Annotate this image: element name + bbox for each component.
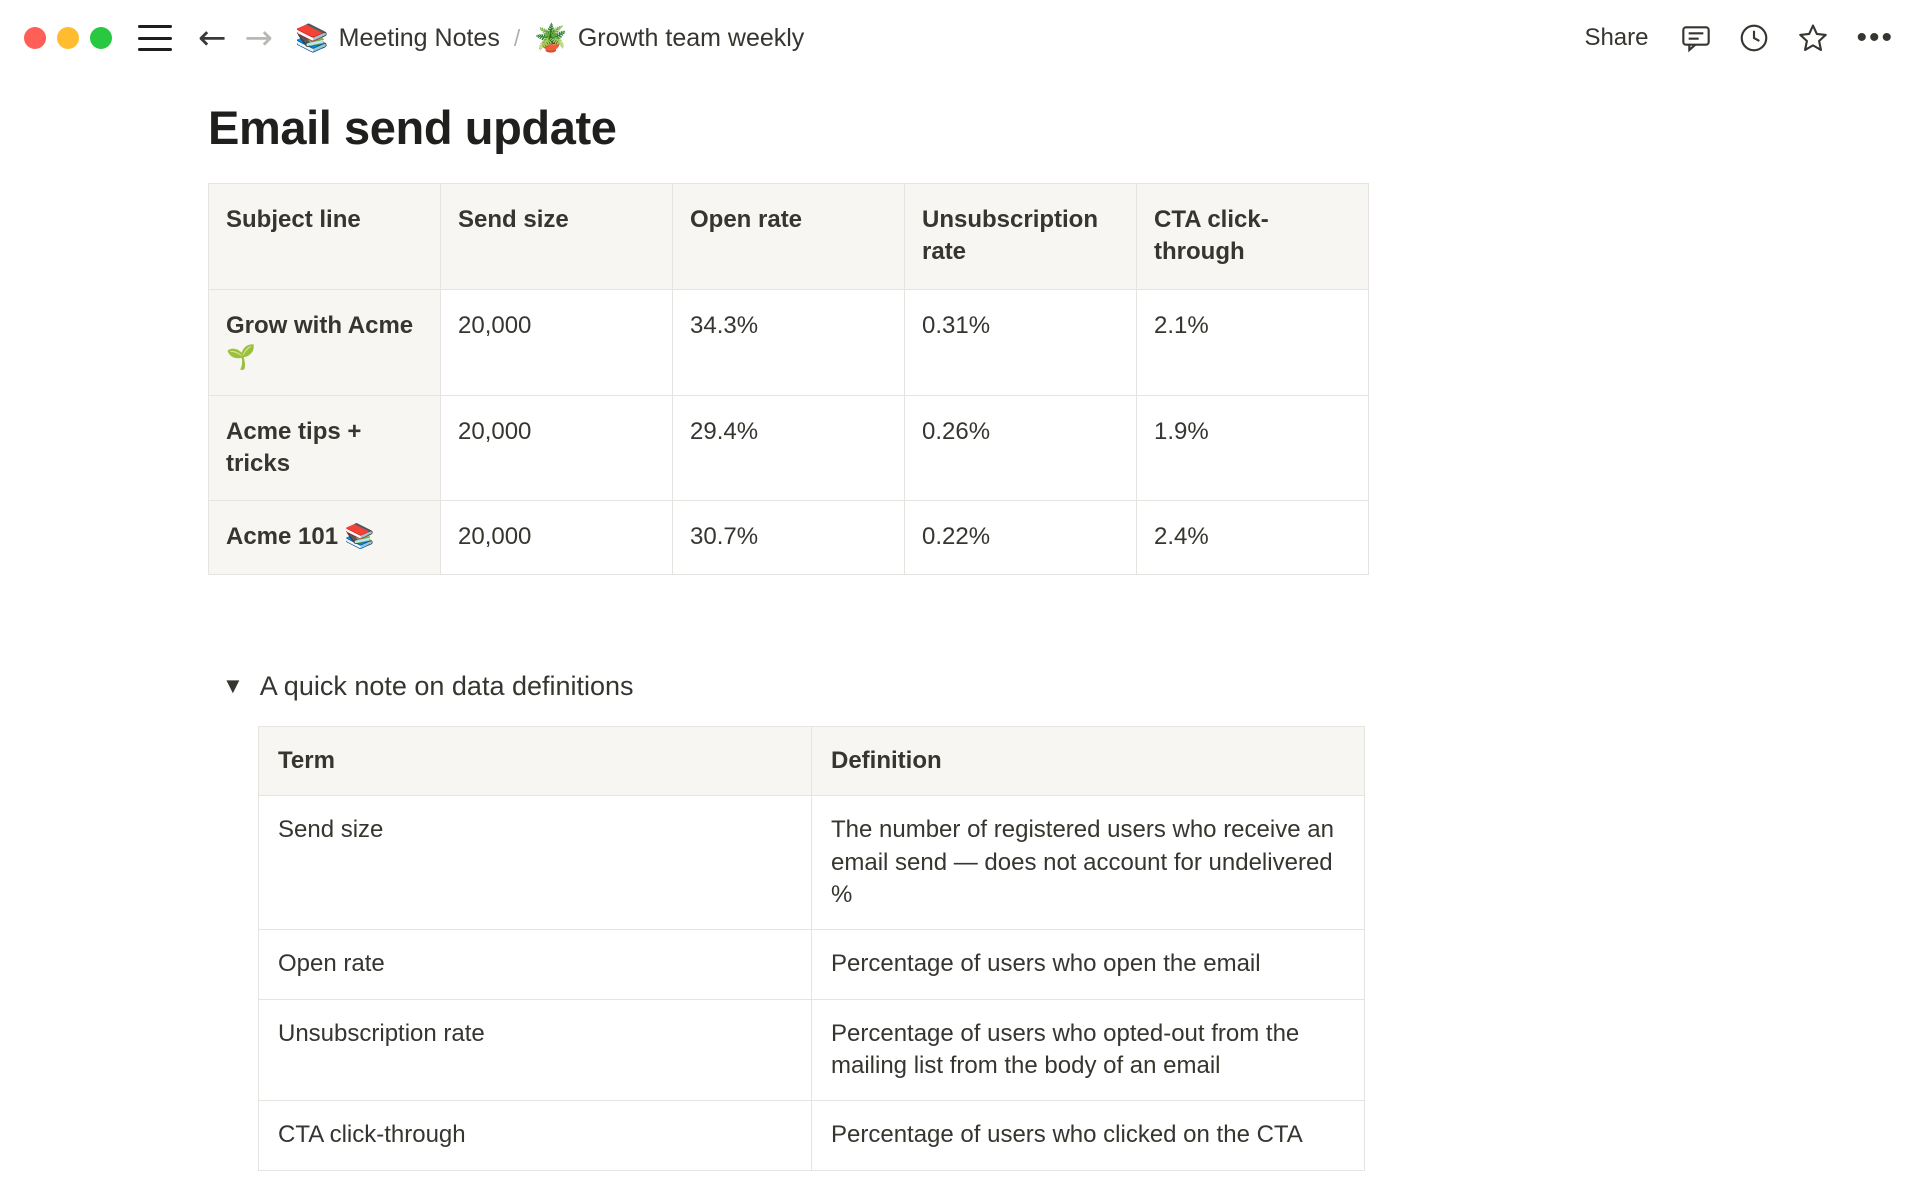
table-row bbox=[209, 395, 1369, 501]
share-button[interactable]: Share bbox=[1584, 24, 1649, 51]
table-row bbox=[259, 1101, 1365, 1170]
breadcrumb-item-growth-team-weekly[interactable] bbox=[534, 24, 804, 53]
table-header-row bbox=[209, 184, 1369, 290]
window-titlebar bbox=[0, 0, 1920, 76]
table-row bbox=[259, 930, 1365, 999]
column-header-send-size[interactable]: Send size bbox=[441, 184, 673, 290]
cell-unsubscription-rate[interactable]: 0.31% bbox=[905, 289, 1137, 395]
cell-term[interactable]: Unsubscription rate bbox=[259, 999, 812, 1101]
cell-cta-click-through[interactable]: 2.4% bbox=[1137, 501, 1369, 574]
email-send-table bbox=[208, 183, 1369, 575]
minimize-window-button[interactable] bbox=[57, 27, 79, 49]
cell-cta-click-through[interactable]: 2.1% bbox=[1137, 289, 1369, 395]
document-body bbox=[0, 100, 1920, 1171]
cell-cta-click-through[interactable]: 1.9% bbox=[1137, 395, 1369, 501]
cell-unsubscription-rate[interactable]: 0.22% bbox=[905, 501, 1137, 574]
toggle-content bbox=[258, 726, 1920, 1171]
cell-term[interactable]: CTA click-through bbox=[259, 1101, 812, 1170]
breadcrumb-separator: / bbox=[513, 24, 521, 51]
breadcrumb-label-meeting-notes: Meeting Notes bbox=[338, 23, 500, 52]
column-header-cta-click-through[interactable]: CTA click-through bbox=[1137, 184, 1369, 290]
toggle-title: A quick note on data definitions bbox=[259, 670, 634, 701]
column-header-open-rate[interactable]: Open rate bbox=[673, 184, 905, 290]
column-header-subject-line[interactable]: Subject line bbox=[209, 184, 441, 290]
cell-open-rate[interactable]: 30.7% bbox=[673, 501, 905, 574]
cell-definition[interactable]: The number of registered users who receive an email send — does not account for undelivered % bbox=[812, 796, 1365, 930]
cell-definition[interactable]: Percentage of users who open the email bbox=[812, 930, 1365, 999]
close-window-button[interactable] bbox=[24, 27, 46, 49]
forward-arrow-icon[interactable]: → bbox=[244, 18, 273, 58]
potted-plant-icon: 🪴 bbox=[534, 22, 568, 53]
cell-subject-line[interactable]: Grow with Acme 🌱 bbox=[209, 289, 441, 395]
cell-send-size[interactable]: 20,000 bbox=[441, 289, 673, 395]
chevron-down-icon[interactable]: ▼ bbox=[222, 673, 244, 699]
clock-icon[interactable] bbox=[1738, 22, 1770, 54]
comment-icon[interactable] bbox=[1680, 22, 1712, 54]
column-header-term[interactable]: Term bbox=[259, 726, 812, 795]
cell-send-size[interactable]: 20,000 bbox=[441, 395, 673, 501]
breadcrumb bbox=[295, 24, 804, 53]
column-header-unsubscription-rate[interactable]: Unsubscription rate bbox=[905, 184, 1137, 290]
table-row bbox=[259, 999, 1365, 1101]
toolbar bbox=[1578, 20, 1894, 56]
breadcrumb-item-meeting-notes[interactable] bbox=[295, 24, 500, 53]
column-header-definition[interactable]: Definition bbox=[812, 726, 1365, 795]
cell-subject-line[interactable]: Acme tips + tricks bbox=[209, 395, 441, 501]
cell-unsubscription-rate[interactable]: 0.26% bbox=[905, 395, 1137, 501]
cell-term[interactable]: Send size bbox=[259, 796, 812, 930]
definitions-table bbox=[258, 726, 1365, 1171]
table-row bbox=[209, 289, 1369, 395]
menu-icon[interactable] bbox=[138, 25, 172, 51]
table-row bbox=[209, 501, 1369, 574]
ellipsis-icon[interactable]: ••• bbox=[1856, 21, 1894, 54]
books-icon: 📚 bbox=[295, 22, 329, 53]
cell-term[interactable]: Open rate bbox=[259, 930, 812, 999]
cell-definition[interactable]: Percentage of users who opted-out from the mailing list from the body of an email bbox=[812, 999, 1365, 1101]
breadcrumb-label-growth-team-weekly: Growth team weekly bbox=[577, 23, 805, 52]
cell-open-rate[interactable]: 34.3% bbox=[673, 289, 905, 395]
star-icon[interactable] bbox=[1796, 21, 1830, 55]
maximize-window-button[interactable] bbox=[90, 27, 112, 49]
page-title: Email send update bbox=[208, 101, 617, 154]
back-arrow-icon[interactable]: ← bbox=[198, 18, 227, 58]
cell-definition[interactable]: Percentage of users who clicked on the CTA bbox=[812, 1101, 1365, 1170]
toggle-block[interactable] bbox=[222, 671, 1920, 702]
cell-subject-line[interactable]: Acme 101 📚 bbox=[209, 501, 441, 574]
window-controls bbox=[24, 27, 112, 49]
table-header-row bbox=[259, 726, 1365, 795]
table-row bbox=[259, 796, 1365, 930]
cell-open-rate[interactable]: 29.4% bbox=[673, 395, 905, 501]
cell-send-size[interactable]: 20,000 bbox=[441, 501, 673, 574]
